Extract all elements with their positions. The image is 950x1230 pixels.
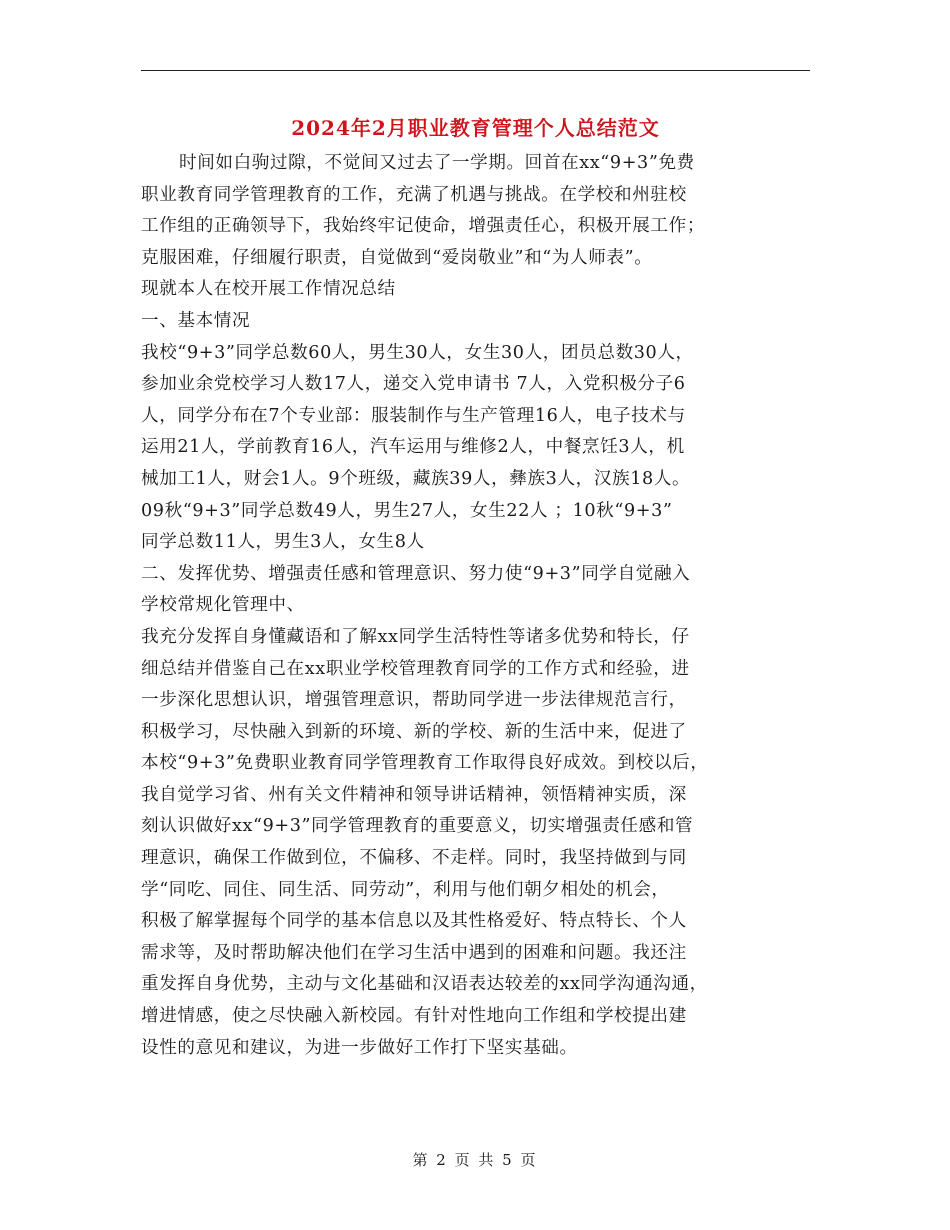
section-heading: 学校常规化管理中、 xyxy=(141,595,305,616)
paragraph-line: 同学总数11人，男生3人，女生8人 xyxy=(141,532,425,553)
paragraph-line: 理意识，确保工作做到位，不偏移、不走样。同时，我坚持做到与同 xyxy=(141,848,687,869)
paragraph-line: 克服困难，仔细履行职责，自觉做到“爱岗敬业”和“为人师表”。 xyxy=(141,247,653,268)
paragraph-line: 需求等，及时帮助解决他们在学习生活中遇到的困难和问题。我还注 xyxy=(141,942,687,963)
paragraph-line: 时间如白驹过隙，不觉间又过去了一学期。回首在xx“9+3”免费 xyxy=(179,153,695,173)
document-title: 2024年2月职业教育管理个人总结范文 xyxy=(291,116,660,140)
section-heading: 二、发挥优势、增强责任感和管理意识、努力使“9+3”同学自觉融入 xyxy=(141,563,691,584)
paragraph-line: 09秋“9+3”同学总数49人，男生27人，女生22人 ；10秋“9+3” xyxy=(141,500,673,521)
header-rule xyxy=(141,70,810,71)
paragraph-line: 人，同学分布在7个专业部：服装制作与生产管理16人，电子技术与 xyxy=(141,405,686,426)
paragraph-line: 积极了解掌握每个同学的基本信息以及其性格爱好、特点特长、个人 xyxy=(141,911,687,932)
paragraph-line: 本校“9+3”免费职业教育同学管理教育工作取得良好成效。到校以后， xyxy=(141,753,709,774)
paragraph-line: 设性的意见和建议，为进一步做好工作打下坚实基础。 xyxy=(141,1037,578,1058)
paragraph-line: 我自觉学习省、州有关文件精神和领导讲话精神，领悟精神实质，深 xyxy=(141,784,687,805)
page-number: 第 2 页 共 5 页 xyxy=(412,1151,538,1169)
paragraph-line: 职业教育同学管理教育的工作，充满了机遇与挑战。在学校和州驻校 xyxy=(141,184,687,205)
paragraph-line: 一步深化思想认识，增强管理意识，帮助同学进一步法律规范言行， xyxy=(141,690,687,711)
paragraph-line: 械加工1人，财会1人。9个班级，藏族39人，彝族3人，汉族18人。 xyxy=(141,468,691,489)
paragraph-line: 增进情感，使之尽快融入新校园。有针对性地向工作组和学校提出建 xyxy=(141,1006,687,1027)
paragraph-line: 工作组的正确领导下，我始终牢记使命，增强责任心，积极开展工作； xyxy=(141,216,706,237)
paragraph-line: 参加业余党校学习人数17人，递交入党申请书 7人，入党积极分子6 xyxy=(141,374,686,395)
paragraph-line: 细总结并借鉴自己在xx职业学校管理教育同学的工作方式和经验，进 xyxy=(141,658,690,679)
paragraph-line: 学“同吃、同住、同生活、同劳动”，利用与他们朝夕相处的机会， xyxy=(141,879,670,900)
paragraph-line: 现就本人在校开展工作情况总结 xyxy=(141,279,396,300)
paragraph-line: 刻认识做好xx“9+3”同学管理教育的重要意义，切实增强责任感和管 xyxy=(141,816,694,837)
paragraph-line: 重发挥自身优势，主动与文化基础和汉语表达较差的xx同学沟通沟通， xyxy=(141,974,708,995)
paragraph-line: 我校“9+3”同学总数60人，男生30人，女生30人，团员总数30人， xyxy=(141,342,694,363)
paragraph-line: 我充分发挥自身懂藏语和了解xx同学生活特性等诸多优势和特长，仔 xyxy=(141,626,690,647)
paragraph-line: 积极学习，尽快融入到新的环境、新的学校、新的生活中来，促进了 xyxy=(141,721,687,742)
section-heading: 一、基本情况 xyxy=(141,310,251,331)
paragraph-line: 运用21人，学前教育16人，汽车运用与维修2人，中餐烹饪3人，机 xyxy=(141,437,685,458)
document-body xyxy=(141,148,813,1064)
